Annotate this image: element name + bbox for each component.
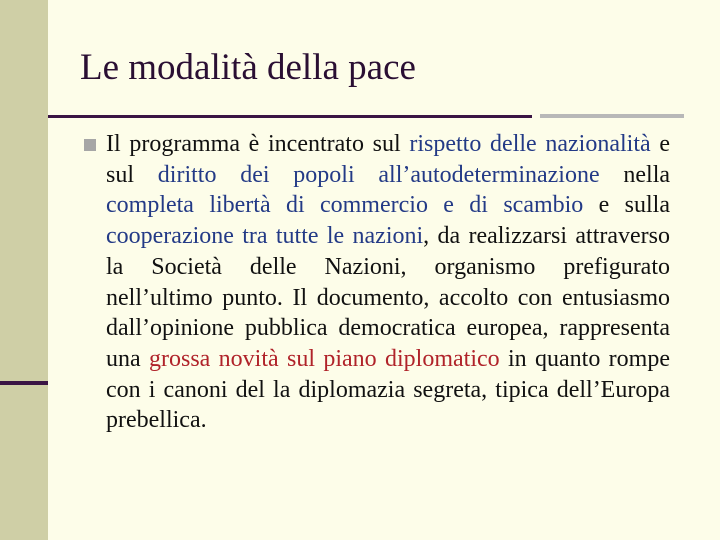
bullet-text [106,129,670,436]
text-segment: Il programma è incentrato sul [106,131,410,157]
text-segment: nella [599,161,671,188]
text-segment-highlight: completa libertà di commercio e di scambio [106,192,584,219]
bullet-square-icon [84,139,96,151]
text-segment: in quanto rompe con i canoni del la diplomazia segreta, tipica dell’Europa prebellica. [106,345,670,434]
text-segment-highlight: diritto dei popoli all’autodeterminazione [157,161,600,188]
slide-title: Le modalità della pace [80,47,416,88]
text-segment: , da realizzarsi attraverso la Società delle Nazioni, organismo prefigurato nell’ultimo punto. Il documento, accolto con entusiasmo dall’opinione pubblica democratica europea, rappresenta una [106,223,670,372]
text-segment-highlight: rispetto delle nazionalità [409,131,651,157]
title-underline [48,115,532,118]
title-underline-accent [540,114,684,118]
text-segment-emphasis: grossa novità sul piano diplomatico [149,345,500,372]
text-segment: e sulla [583,192,670,219]
text-segment-highlight: cooperazione tra tutte le nazioni [106,223,424,250]
sidebar-decoration [0,0,48,540]
text-segment: e sul [106,131,670,188]
sidebar-accent-line [0,381,48,385]
